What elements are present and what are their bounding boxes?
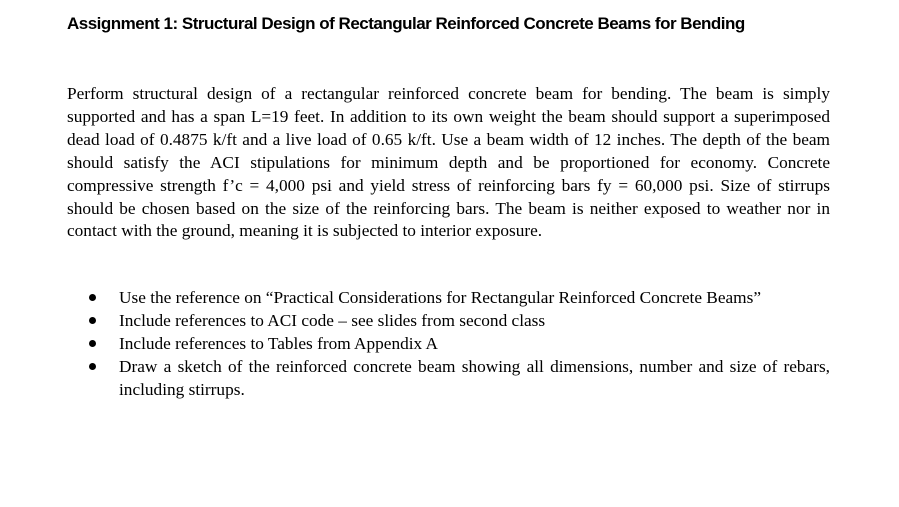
assignment-description: Perform structural design of a rectangular reinforced concrete beam for bending. The beam is simply supported and has a span L=19 feet. In addition to its own weight the beam should support a superimposed dead load of 0.4875 k/ft and a live load of 0.65 k/ft. Use a beam width of 12 inches. The depth of the beam should satisfy the ACI stipulations for minimum depth and be proportioned for economy. Concrete compressive strength f’c = 4,000 psi and yield stress of reinforcing bars fy = 60,000 psi. Size of stirrups should be chosen based on the size of the reinforcing bars. The beam is neither exposed to weather nor in contact with the ground, meaning it is subjected to interior exposure. <box>67 84 830 241</box>
list-item <box>67 310 830 333</box>
bullet-icon <box>89 363 96 370</box>
list-item-text: Use the reference on “Practical Considerations for Rectangular Reinforced Concrete Beams” <box>119 288 762 307</box>
bullet-icon <box>89 294 96 301</box>
list-item <box>67 356 830 402</box>
list-item-text: Include references to Tables from Appendix A <box>119 333 439 353</box>
list-item <box>67 287 830 310</box>
bullet-icon <box>89 340 96 347</box>
requirements-list <box>67 287 830 402</box>
assignment-title: Assignment 1: Structural Design of Rectangular Reinforced Concrete Beams for Bending <box>67 14 745 33</box>
list-item-text: Draw a sketch of the reinforced concrete beam showing all dimensions, number and size of rebars, including stirrups. <box>119 356 830 399</box>
list-item <box>67 333 830 356</box>
list-item-text: Include references to ACI code – see slides from second class <box>119 310 546 330</box>
bullet-icon <box>89 317 96 324</box>
